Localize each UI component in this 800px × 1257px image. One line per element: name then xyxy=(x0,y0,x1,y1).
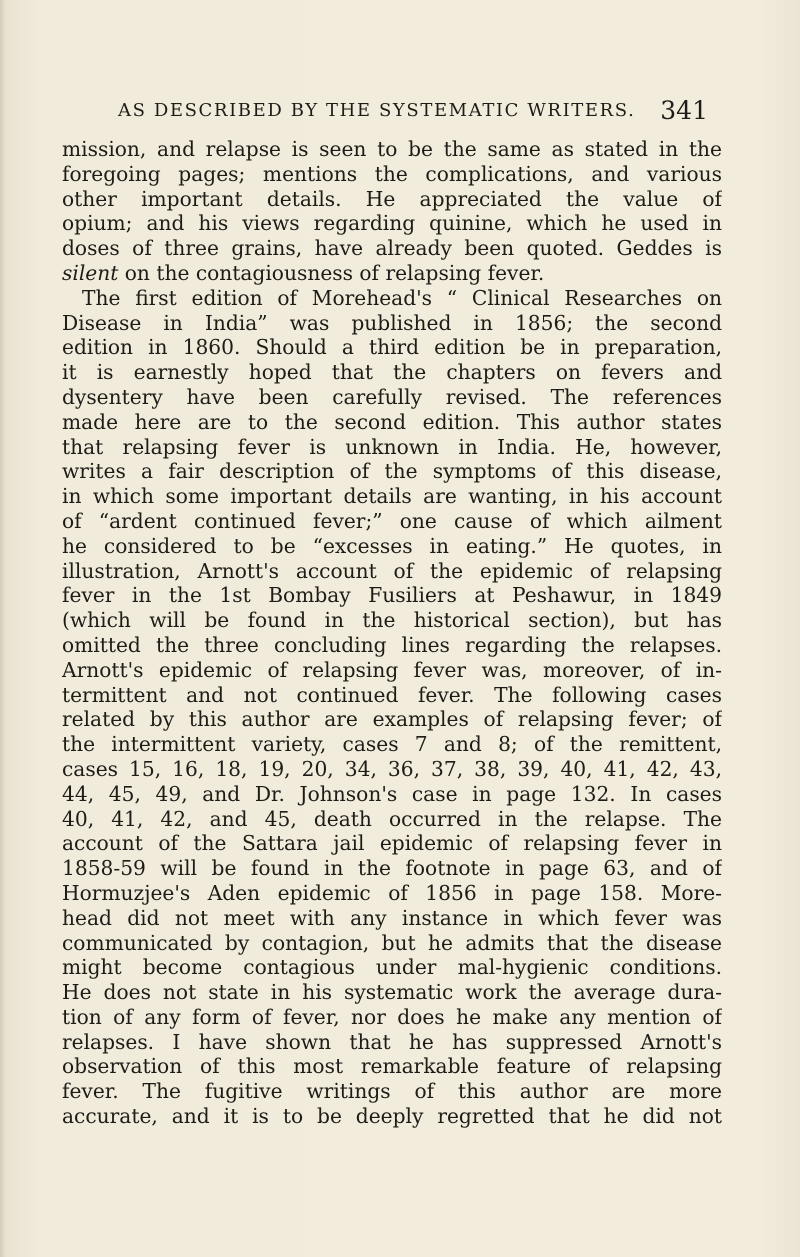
spine-shadow xyxy=(0,0,6,1257)
text-line: accurate, and it is to be deeply regretted that he did not xyxy=(62,1104,722,1129)
text-line: 1858-59 will be found in the footnote in page 63, and of xyxy=(62,856,722,881)
text-line: account of the Sattara jail epidemic of relapsing fever in xyxy=(62,831,722,856)
text-line: communicated by contagion, but he admits that the disease xyxy=(62,930,722,955)
text-line: tion of any form of fever, nor does he make any mention of xyxy=(62,1004,722,1029)
text-line: Disease in India” was published in 1856; the second xyxy=(62,310,722,335)
text-line: he considered to be “excesses in eating.” He quotes, in xyxy=(62,533,722,558)
text-line: in which some important details are wanting, in his account xyxy=(62,484,722,509)
text-line: (which will be found in the historical section), but has xyxy=(62,608,722,633)
text-line: cases 15, 16, 18, 19, 20, 34, 36, 37, 38, 39, 40, 41, 42, 43, xyxy=(62,756,722,781)
text-line: mission, and relapse is seen to be the same as stated in the xyxy=(62,137,722,161)
text-line: opium; and his views regarding quinine, which he used in xyxy=(62,211,722,236)
text-line: Arnott's epidemic of relapsing fever was, moreover, of in- xyxy=(62,657,722,682)
page-number: 341 xyxy=(660,96,708,125)
text-line: might become contagious under mal-hygienic conditions. xyxy=(62,955,722,980)
text-line-with-italic xyxy=(62,261,722,286)
text-line: 44, 45, 49, and Dr. Johnson's case in page 132. In cases xyxy=(62,781,722,806)
text-line: head did not meet with any instance in which fever was xyxy=(62,905,722,930)
text-line: Hormuzjee's Aden epidemic of 1856 in page 158. More- xyxy=(62,880,722,905)
body-text xyxy=(62,137,722,1129)
text-line: fever. The fugitive writings of this author are more xyxy=(62,1079,722,1104)
text-line: writes a fair description of the symptoms of this disease, xyxy=(62,459,722,484)
text-line: that relapsing fever is unknown in India. He, however, xyxy=(62,434,722,459)
running-head xyxy=(118,96,708,126)
paragraph-start-line: The first edition of Morehead's “ Clinical Researches on xyxy=(82,285,722,310)
text-line: the intermittent variety, cases 7 and 8; of the remittent, xyxy=(62,732,722,757)
text-line: illustration, Arnott's account of the epidemic of relapsing xyxy=(62,558,722,583)
text-line: doses of three grains, have already been quoted. Geddes is xyxy=(62,236,722,261)
text-line: made here are to the second edition. This author states xyxy=(62,409,722,434)
running-title: AS DESCRIBED BY THE SYSTEMATIC WRITERS. xyxy=(118,100,636,121)
text-line-rest: on the contagiousness of relapsing fever. xyxy=(124,260,545,285)
text-line: omitted the three concluding lines regarding the relapses. xyxy=(62,632,722,657)
text-line: of “ardent continued fever;” one cause of which ailment xyxy=(62,508,722,533)
text-line: 40, 41, 42, and 45, death occurred in the relapse. The xyxy=(62,806,722,831)
text-line: termittent and not continued fever. The following cases xyxy=(62,682,722,707)
text-line: it is earnestly hoped that the chapters on fevers and xyxy=(62,360,722,385)
italic-word: silent xyxy=(62,260,119,285)
text-line: other important details. He appreciated the value of xyxy=(62,186,722,211)
text-line: relapses. I have shown that he has suppressed Arnott's xyxy=(62,1029,722,1054)
text-line: fever in the 1st Bombay Fusiliers at Peshawur, in 1849 xyxy=(62,583,722,608)
text-line: He does not state in his systematic work the average dura- xyxy=(62,980,722,1005)
text-line: dysentery have been carefully revised. The references xyxy=(62,384,722,409)
text-line: edition in 1860. Should a third edition be in preparation, xyxy=(62,335,722,360)
text-line: related by this author are examples of relapsing fever; of xyxy=(62,707,722,732)
text-line: observation of this most remarkable feature of relapsing xyxy=(62,1054,722,1079)
text-line: foregoing pages; mentions the complications, and various xyxy=(62,161,722,186)
